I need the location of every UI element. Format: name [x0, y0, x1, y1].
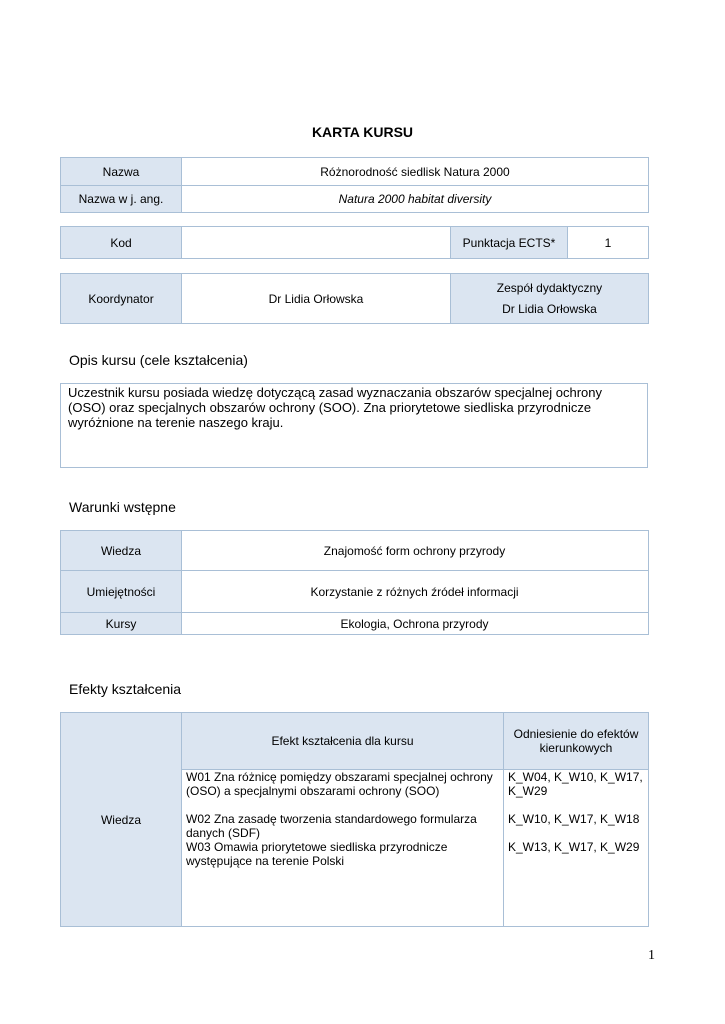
kod-label: Kod — [61, 227, 182, 259]
outcome-w01-ref: K_W04, K_W10, K_W17, K_W29 — [508, 770, 643, 798]
prereq-umiejetnosci-label: Umiejętności — [61, 571, 182, 613]
outcome-w02: W02 Zna zasadę tworzenia standardowego formularza danych (SDF) — [186, 812, 477, 840]
zespol-label: Zespół dydaktyczny — [496, 280, 603, 295]
outcome-w03: W03 Omawia priorytetowe siedliska przyrodnicze występujące na terenie Polski — [186, 840, 448, 868]
ects-label: Punktacja ECTS* — [451, 227, 568, 259]
nazwa-ang-label: Nazwa w j. ang. — [61, 186, 182, 213]
zespol-cell — [451, 274, 649, 324]
outcomes-col-odniesienie: Odniesienie do efektów kierunkowych — [504, 713, 649, 770]
zespol-value: Dr Lidia Orłowska — [502, 301, 597, 316]
outcomes-odniesienie-cell — [504, 770, 649, 927]
prereq-kursy-value: Ekologia, Ochrona przyrody — [182, 613, 649, 635]
koordynator-label: Koordynator — [61, 274, 182, 324]
outcome-w01: W01 Zna różnicę pomiędzy obszarami specjalnej ochrony (OSO) a specjalnymi obszarami ochrony (SOO) — [186, 770, 493, 798]
outcome-w03-ref: K_W13, K_W17, K_W29 — [508, 840, 640, 854]
page-number: 1 — [648, 948, 655, 963]
efekty-heading: Efekty kształcenia — [69, 681, 182, 697]
outcomes-table — [60, 712, 649, 927]
course-name-table — [60, 157, 649, 213]
prereq-kursy-label: Kursy — [61, 613, 182, 635]
outcomes-wiedza-label: Wiedza — [61, 713, 182, 927]
opis-heading: Opis kursu (cele kształcenia) — [69, 352, 248, 368]
opis-text: Uczestnik kursu posiada wiedzę dotyczącą zasad wyznaczania obszarów specjalnej ochrony (OSO) oraz specjalnych obszarów ochrony (SOO). Zna priorytetowe siedliska przyrodnicze wyróżnione na terenie naszego kraju. — [60, 383, 648, 468]
ects-value: 1 — [568, 227, 649, 259]
prereq-wiedza-label: Wiedza — [61, 531, 182, 571]
staff-table — [60, 273, 649, 324]
warunki-heading: Warunki wstępne — [69, 499, 176, 515]
kod-value — [182, 227, 451, 259]
code-table — [60, 226, 649, 259]
prerequisites-table — [60, 530, 649, 635]
outcome-w02-ref: K_W10, K_W17, K_W18 — [508, 812, 640, 826]
outcomes-col-efekt: Efekt kształcenia dla kursu — [182, 713, 504, 770]
nazwa-label: Nazwa — [61, 158, 182, 186]
koordynator-value: Dr Lidia Orłowska — [182, 274, 451, 324]
prereq-wiedza-value: Znajomość form ochrony przyrody — [182, 531, 649, 571]
prereq-umiejetnosci-value: Korzystanie z różnych źródeł informacji — [182, 571, 649, 613]
page-title: KARTA KURSU — [311, 124, 414, 140]
nazwa-ang-value: Natura 2000 habitat diversity — [182, 186, 649, 213]
nazwa-value: Różnorodność siedlisk Natura 2000 — [182, 158, 649, 186]
outcomes-efekt-cell — [182, 770, 504, 927]
